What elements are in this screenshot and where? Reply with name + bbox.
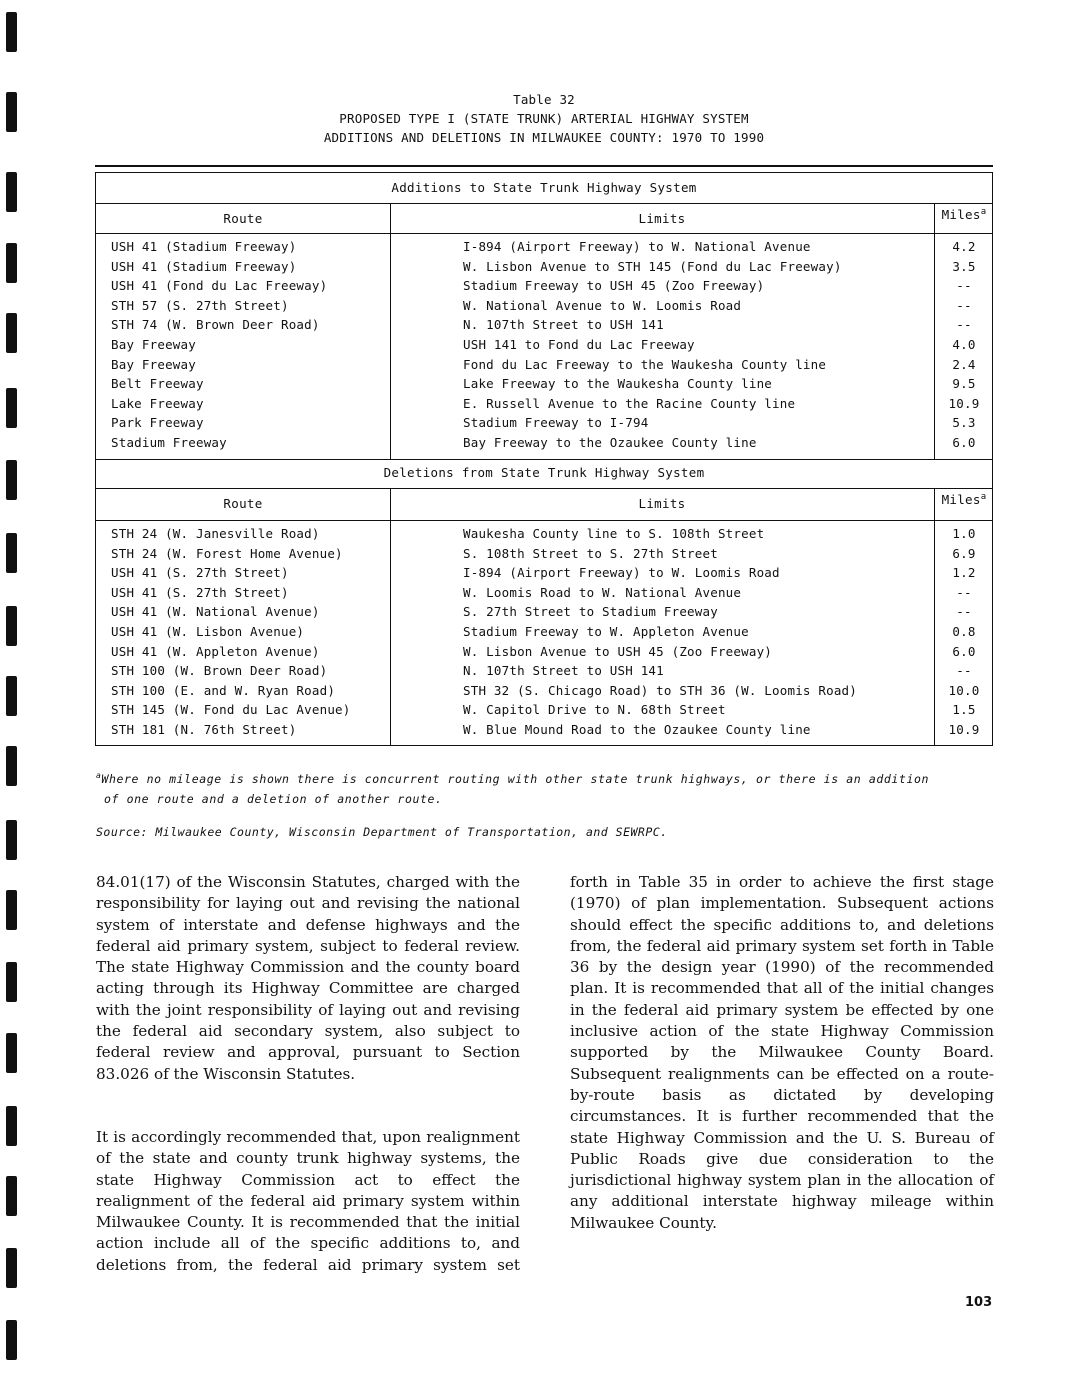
table-row — [96, 376, 992, 396]
table-row — [96, 604, 992, 624]
table-row — [96, 337, 992, 357]
title-rule — [95, 165, 993, 167]
route-cell: STH 145 (W. Fond du Lac Avenue) — [111, 702, 351, 718]
limits-cell: I-894 (Airport Freeway) to W. National Avenue — [463, 239, 811, 254]
miles-cell: -- — [956, 604, 972, 620]
table-row — [96, 526, 992, 546]
limits-cell: W. Loomis Road to W. National Avenue — [463, 584, 742, 600]
table-rule — [96, 233, 992, 234]
table-row — [96, 317, 992, 337]
table-row — [96, 624, 992, 644]
paragraph: It is accordingly recommended that, upon realignment of the state and county trunk highway systems, the state Highway Commission act to effect the realignment of the federal aid primary system within Milwaukee County. It is recommended that the initial action include all of the specific additions to, and deletions from, the federal aid primary system set — [96, 1127, 520, 1274]
table-title — [95, 90, 993, 147]
table-row — [96, 435, 992, 455]
limits-cell: W. Blue Mound Road to the Ozaukee County line — [463, 721, 811, 737]
miles-cell: 1.0 — [952, 526, 976, 541]
table-rule — [96, 520, 992, 521]
binder-mark — [6, 1106, 17, 1146]
table-row — [96, 415, 992, 435]
binder-mark — [6, 92, 17, 132]
right-text-column — [570, 872, 994, 1234]
miles-cell: 9.5 — [952, 376, 976, 392]
miles-cell: -- — [956, 278, 972, 294]
route-cell: USH 41 (W. National Avenue) — [111, 604, 320, 620]
miles-cell: 4.0 — [952, 336, 976, 352]
table-row — [96, 357, 992, 377]
route-column-header: Route — [223, 211, 263, 226]
miles-cell: 1.2 — [952, 565, 976, 581]
data-table — [95, 172, 993, 746]
table-row — [96, 702, 992, 722]
table-title-line-2: ADDITIONS AND DELETIONS IN MILWAUKEE COUNTY: 1970 TO 1990 — [323, 130, 765, 145]
binder-mark — [6, 533, 17, 573]
miles-cell: -- — [956, 663, 972, 679]
miles-cell: 6.0 — [952, 643, 976, 659]
table-rule — [96, 459, 992, 460]
miles-cell: -- — [956, 584, 972, 600]
paragraph-continued: forth in Table 35 in order to achieve the first stage (1970) of plan implementation. Subsequent actions should effect the specific additions to, and deletions from, the federal aid primary system set forth in Table 36 by the design year (1990) of the recommended plan. It is recommended that all of the initial changes in the federal aid primary system be effected by one inclusive action of the state Highway Commission supported by the Milwaukee County Board. Subsequent realignments can be effected on a route-by-route basis as dictated by developing circumstances. It is further recommended that the state Highway Commission and the U. S. Bureau of Public Roads give due consideration to the jurisdictional highway system plan in the allocation of any additional interstate highway mileage within Milwaukee County. — [570, 873, 994, 1232]
additions-heading: Additions to State Trunk Highway System — [391, 180, 697, 195]
additions-rows — [96, 239, 992, 455]
route-cell: STH 24 (W. Janesville Road) — [111, 526, 320, 541]
limits-cell: N. 107th Street to USH 141 — [463, 663, 664, 679]
table-row — [96, 585, 992, 605]
limits-cell: STH 32 (S. Chicago Road) to STH 36 (W. Loomis Road) — [463, 682, 858, 698]
miles-cell: 1.5 — [952, 702, 976, 718]
route-cell: USH 41 (S. 27th Street) — [111, 565, 289, 581]
miles-cell: 6.9 — [952, 545, 976, 561]
route-cell: USH 41 (S. 27th Street) — [111, 584, 289, 600]
limits-cell: W. Lisbon Avenue to STH 145 (Fond du Lac Freeway) — [463, 258, 842, 274]
table-row — [96, 546, 992, 566]
miles-cell: 10.0 — [948, 682, 980, 698]
left-text-column — [96, 872, 520, 1276]
limits-cell: Bay Freeway to the Ozaukee County line — [463, 434, 757, 450]
binder-mark — [6, 606, 17, 646]
binder-mark — [6, 1033, 17, 1073]
table-source: Source: Milwaukee County, Wisconsin Department of Transportation, and SEWRPC. — [96, 825, 668, 839]
deletions-rows — [96, 526, 992, 742]
limits-column-header: Limits — [638, 211, 686, 226]
route-cell: STH 181 (N. 76th Street) — [111, 721, 297, 737]
binder-mark — [6, 676, 17, 716]
binder-mark — [6, 388, 17, 428]
table-row — [96, 259, 992, 279]
limits-cell: E. Russell Avenue to the Racine County line — [463, 395, 796, 411]
limits-cell: Lake Freeway to the Waukesha County line — [463, 376, 773, 392]
binder-mark — [6, 1320, 17, 1360]
miles-cell: 4.2 — [952, 239, 976, 254]
route-cell: Bay Freeway — [111, 356, 196, 372]
route-cell: USH 41 (W. Appleton Avenue) — [111, 643, 320, 659]
miles-cell: 10.9 — [948, 395, 980, 411]
table-row — [96, 663, 992, 683]
binder-mark — [6, 1248, 17, 1288]
limits-cell: S. 27th Street to Stadium Freeway — [463, 604, 718, 620]
binder-mark — [6, 890, 17, 930]
table-row — [96, 239, 992, 259]
limits-cell: I-894 (Airport Freeway) to W. Loomis Road — [463, 565, 780, 581]
route-cell: Stadium Freeway — [111, 434, 227, 450]
route-cell: STH 100 (E. and W. Ryan Road) — [111, 682, 336, 698]
route-cell: Bay Freeway — [111, 336, 196, 352]
route-cell: USH 41 (Stadium Freeway) — [111, 258, 297, 274]
binder-mark — [6, 1176, 17, 1216]
table-row — [96, 278, 992, 298]
miles-cell: -- — [956, 317, 972, 333]
binder-mark — [6, 172, 17, 212]
miles-column-header: Miles$^a$ — [941, 207, 987, 223]
miles-column-header: Miles$^a$ — [941, 492, 987, 508]
limits-cell: Stadium Freeway to I-794 — [463, 415, 649, 431]
table-row — [96, 683, 992, 703]
limits-column-header: Limits — [638, 496, 686, 511]
limits-cell: W. National Avenue to W. Loomis Road — [463, 297, 742, 313]
binder-mark — [6, 313, 17, 353]
table-row — [96, 644, 992, 664]
miles-cell: 2.4 — [952, 356, 976, 372]
binder-mark — [6, 460, 17, 500]
limits-cell: USH 141 to Fond du Lac Freeway — [463, 336, 695, 352]
limits-cell: W. Lisbon Avenue to USH 45 (Zoo Freeway) — [463, 643, 773, 659]
limits-cell: S. 108th Street to S. 27th Street — [463, 545, 718, 561]
route-cell: USH 41 (Fond du Lac Freeway) — [111, 278, 328, 294]
binder-mark — [6, 746, 17, 786]
table-row — [96, 298, 992, 318]
route-cell: USH 41 (W. Lisbon Avenue) — [111, 623, 305, 639]
page-number: 103 — [965, 1295, 993, 1310]
route-cell: Lake Freeway — [111, 395, 204, 411]
binder-mark — [6, 12, 17, 52]
table-row — [96, 722, 992, 742]
table-row — [96, 396, 992, 416]
table-number: Table 32 — [513, 92, 575, 107]
route-cell: Park Freeway — [111, 415, 204, 431]
binder-mark — [6, 243, 17, 283]
table-title-line-1: PROPOSED TYPE I (STATE TRUNK) ARTERIAL HIGHWAY SYSTEM — [339, 111, 749, 126]
table-rule — [96, 488, 992, 489]
miles-cell: 0.8 — [952, 623, 976, 639]
table-row — [96, 565, 992, 585]
route-cell: STH 24 (W. Forest Home Avenue) — [111, 545, 343, 561]
miles-cell: 3.5 — [952, 258, 976, 274]
limits-cell: Waukesha County line to S. 108th Street — [463, 526, 765, 541]
table-footnote: $^a$Where no mileage is shown there is concurrent routing with other state trunk highways, or there is an addition of one route and a deletion of another route. — [96, 771, 930, 806]
route-cell: STH 100 (W. Brown Deer Road) — [111, 663, 328, 679]
binder-mark — [6, 962, 17, 1002]
table-rule — [96, 203, 992, 204]
route-cell: STH 74 (W. Brown Deer Road) — [111, 317, 320, 333]
route-column-header: Route — [223, 496, 263, 511]
miles-cell: -- — [956, 297, 972, 313]
route-cell: USH 41 (Stadium Freeway) — [111, 239, 297, 254]
route-cell: Belt Freeway — [111, 376, 204, 392]
miles-cell: 6.0 — [952, 434, 976, 450]
miles-cell: 5.3 — [952, 415, 976, 431]
deletions-heading: Deletions from State Trunk Highway System — [383, 465, 705, 480]
limits-cell: Stadium Freeway to W. Appleton Avenue — [463, 623, 749, 639]
binder-mark — [6, 820, 17, 860]
miles-cell: 10.9 — [948, 721, 980, 737]
limits-cell: W. Capitol Drive to N. 68th Street — [463, 702, 726, 718]
paragraph: 84.01(17) of the Wisconsin Statutes, charged with the responsibility for laying out and revising the national system of interstate and defense highways and the federal aid primary system, subject to federal review. The state Highway Commission and the county board acting through its Highway Committee are charged with the joint responsibility of laying out and revising the federal aid secondary system, also subject to federal review and approval, pursuant to Section 83.026 of the Wisconsin Statutes. — [96, 873, 520, 1083]
limits-cell: Fond du Lac Freeway to the Waukesha County line — [463, 356, 827, 372]
limits-cell: N. 107th Street to USH 141 — [463, 317, 664, 333]
route-cell: STH 57 (S. 27th Street) — [111, 297, 289, 313]
limits-cell: Stadium Freeway to USH 45 (Zoo Freeway) — [463, 278, 765, 294]
